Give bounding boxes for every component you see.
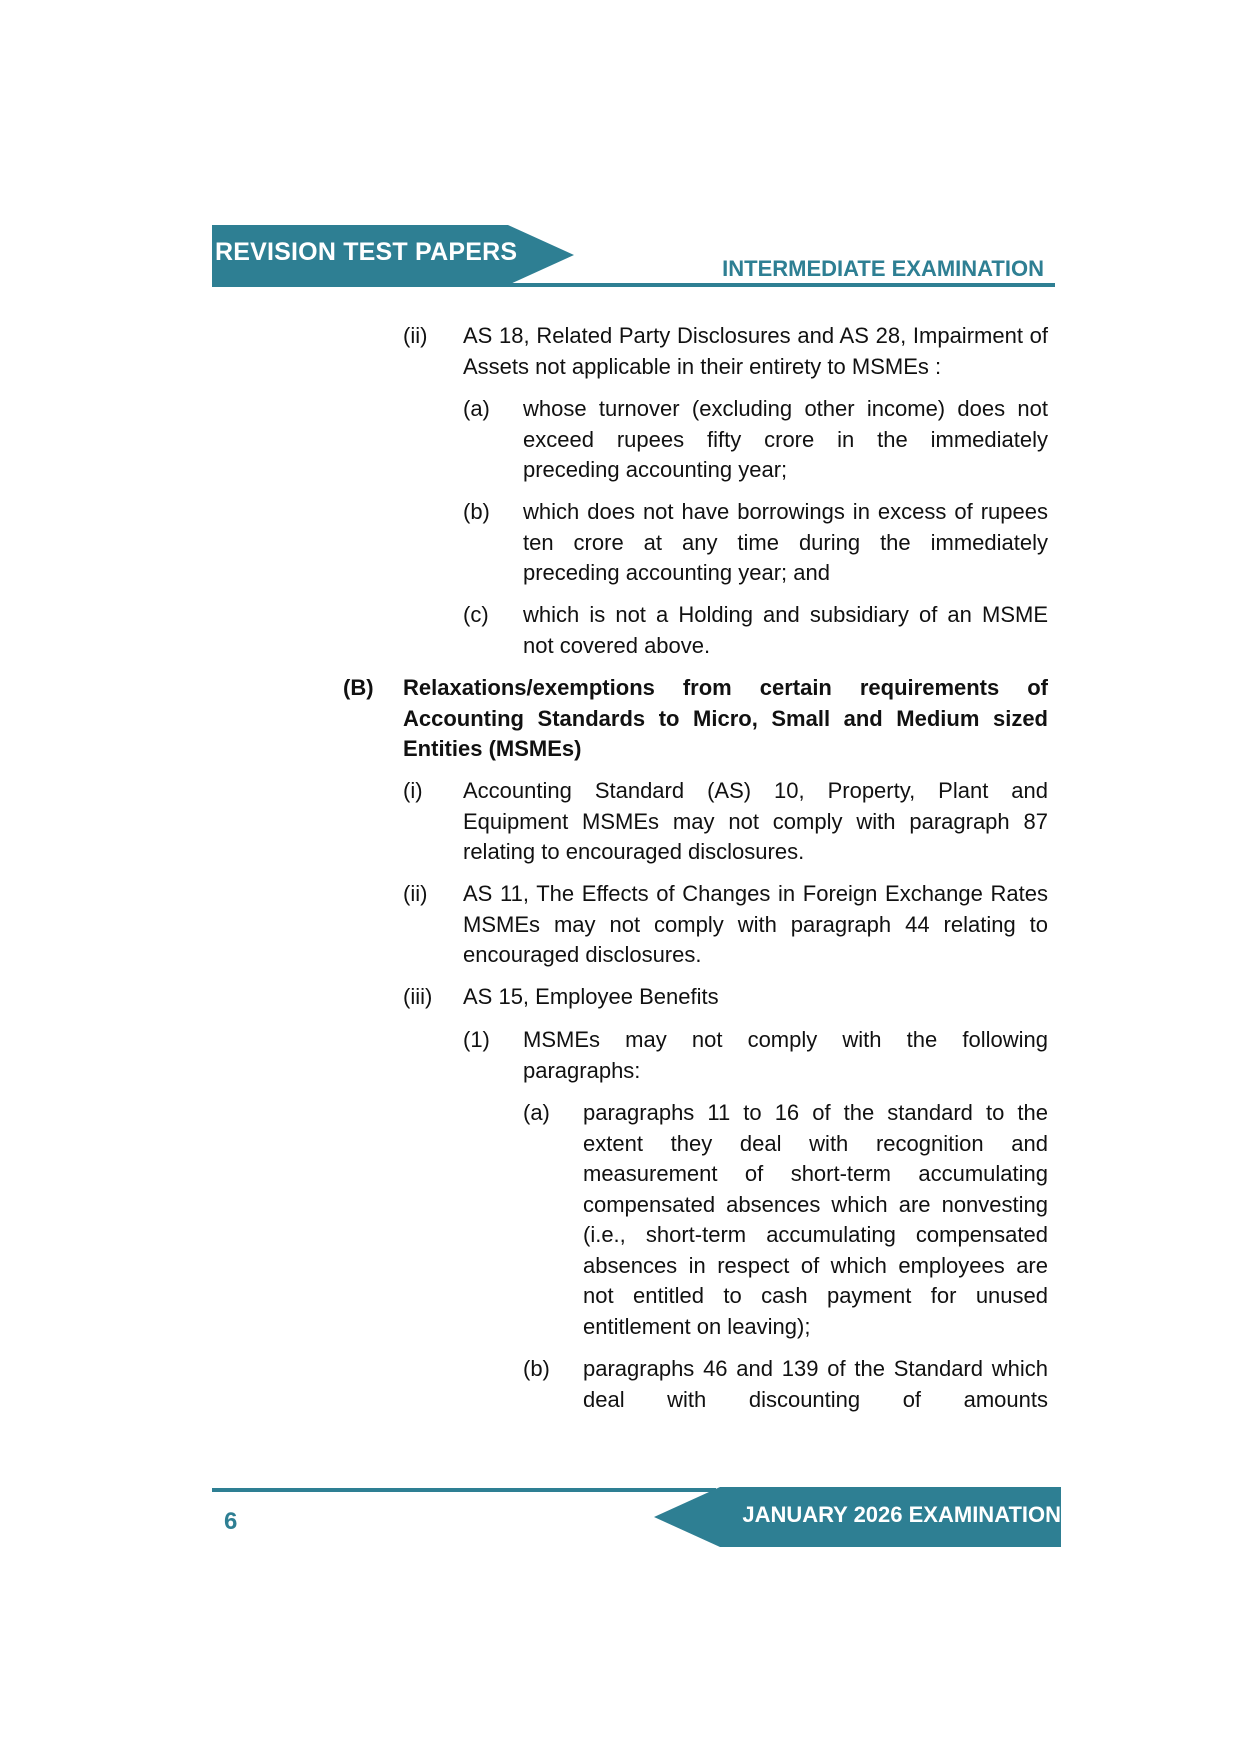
list-item-label: (c)	[463, 602, 489, 627]
footer-exam-title: JANUARY 2026 EXAMINATION	[742, 1502, 1061, 1527]
list-item-text: Accounting Standard (AS) 10, Property, Plant and Equipment MSMEs may not comply with paragraph 87 relating to encouraged disclosures.	[463, 778, 1048, 864]
list-item-b-i	[403, 776, 1048, 868]
header-divider	[212, 283, 1055, 287]
list-item-label: (1)	[463, 1027, 490, 1052]
footer-divider	[212, 1488, 716, 1492]
list-item-label: (ii)	[403, 881, 428, 906]
list-item-text: AS 11, The Effects of Changes in Foreign Exchange Rates MSMEs may not comply with paragraph 44 relating to encouraged disclosures.	[463, 881, 1048, 967]
list-item-text: which is not a Holding and subsidiary of an MSME not covered above.	[523, 602, 1048, 658]
list-item-text: whose turnover (excluding other income) does not exceed rupees fifty crore in the immediately preceding accounting year;	[523, 396, 1048, 482]
list-item-label: (a)	[523, 1100, 550, 1125]
list-item-text: AS 18, Related Party Disclosures and AS 28, Impairment of Assets not applicable in their entirety to MSMEs :	[463, 323, 1048, 379]
section-b-label: (B)	[343, 675, 374, 700]
section-b-heading	[343, 673, 1048, 765]
list-item-label: (i)	[403, 778, 423, 803]
header-banner-title: REVISION TEST PAPERS	[215, 238, 518, 266]
list-item-text: MSMEs may not comply with the following paragraphs:	[523, 1027, 1048, 1083]
list-item-b-ii	[403, 879, 1048, 971]
list-item-b-iii	[403, 982, 1048, 1013]
list-item-b-iii-1-a	[523, 1098, 1048, 1343]
list-item-b-iii-1	[463, 1025, 1048, 1087]
list-item-text: paragraphs 11 to 16 of the standard to the extent they deal with recognition and measurement of short-term accumulating compensated absences which are nonvesting (i.e., short-term accumulating compensated absences in respect of which employees are not entitled to cash payment for unused entitlement on leaving);	[583, 1100, 1048, 1339]
list-item-text: paragraphs 46 and 139 of the Standard which deal with discounting of amounts	[583, 1356, 1048, 1412]
header-exam-title: INTERMEDIATE EXAMINATION	[722, 256, 1044, 281]
list-item-label: (a)	[463, 396, 490, 421]
list-item-b-iii-1-b	[523, 1354, 1048, 1416]
list-item-ii-as18	[403, 321, 1048, 383]
list-item-ii-b	[463, 497, 1048, 589]
list-item-text: which does not have borrowings in excess of rupees ten crore at any time during the immediately preceding accounting year; and	[523, 499, 1048, 585]
section-b-heading-text: Relaxations/exemptions from certain requirements of Accounting Standards to Micro, Small and Medium sized Entities (MSMEs)	[403, 675, 1048, 761]
page-number: 6	[224, 1508, 238, 1535]
list-item-ii-a	[463, 394, 1048, 486]
list-item-text: AS 15, Employee Benefits	[463, 984, 719, 1009]
list-item-label: (iii)	[403, 984, 433, 1009]
list-item-label: (b)	[523, 1356, 550, 1381]
list-item-ii-c	[463, 600, 1048, 662]
list-item-label: (b)	[463, 499, 490, 524]
list-item-label: (ii)	[403, 323, 428, 348]
